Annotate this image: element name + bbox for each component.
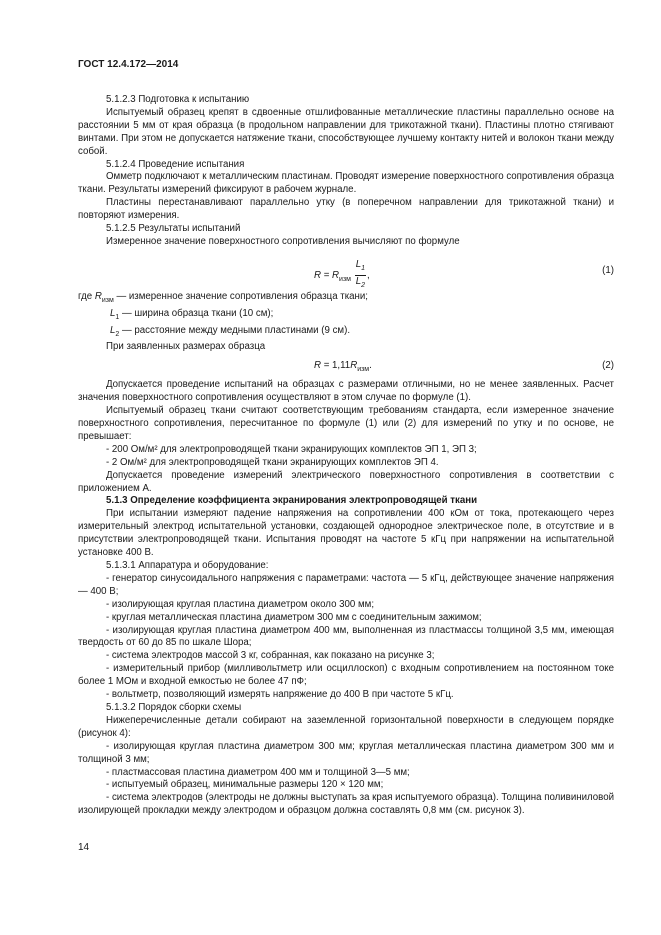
formula-legend: где $R_{изм}$ — измеренное значение сопротивления образца ткани; $L_1$ — ширина образца ткани (10 см); $L_2$ — расстояние между медными пластинами (9 см). — [78, 290, 368, 338]
list-item: - круглая металлическая пластина диаметром 300 мм с соединительным зажимом; — [106, 611, 482, 623]
section-5-1-3-2-title: 5.1.3.2 Порядок сборки схемы — [106, 701, 242, 713]
section-5-1-3-1-title: 5.1.3.1 Аппаратура и оборудование: — [106, 560, 269, 571]
paragraph: Омметр подключают к металлическим пластинам. Проводят измерение поверхностного сопротивления образца ткани. Результаты измерений фиксируют в рабочем журнале. — [78, 171, 614, 196]
paragraph: Испытуемый образец крепят в сдвоенные отшлифованные металлические пластины параллельно основе на расстоянии 5 мм от края образца (в продольном направлении для трикотажной ткани). Пластины плотно стягивают винтами. При этом не допускается натяжение ткани, способствующее лучшему контакту нитей и волокон ткани между собой. — [78, 106, 614, 157]
list-item: - пластмассовая пластина диаметром 400 мм и толщиной 3—5 мм; — [106, 766, 410, 778]
page-number: 14 — [78, 842, 90, 853]
formula-1-fraction: $\frac{L_1}{L_2}$ — [355, 258, 365, 289]
section-5-1-3-title: 5.1.3 Определение коэффициента экранирования электропроводящей ткани — [106, 495, 478, 507]
list-item: - испытуемый образец, минимальные размеры 120 × 120 мм; — [106, 779, 384, 791]
list-item: - измерительный прибор (милливольтметр или осциллоскоп) с входным сопротивлением на постоянном токе более 1 МОм и входной емкостью не более 47 пФ; — [78, 663, 614, 688]
list-item: - 2 Ом/м² для электропроводящей ткани экранирующих комплектов ЭП 4. — [106, 456, 439, 468]
section-5-1-2-3-title: 5.1.2.3 Подготовка к испытанию — [106, 94, 250, 105]
formula-1: $R = R_{изм}$ $\frac{L_1}{L_2}$ , (1) — [78, 249, 614, 289]
list-item: - система электродов массой 3 кг, собранная, как показано на рисунке 3; — [106, 650, 435, 662]
paragraph: Пластины перестанавливают параллельно утку (в поперечном направлении для трикотажной ткани) и повторяют измерения. — [78, 197, 614, 222]
paragraph: Измеренное значение поверхностного сопротивления вычисляют по формуле — [106, 235, 460, 247]
formula-2-number: (2) — [602, 360, 614, 372]
paragraph: При испытании измеряют падение напряжения на сопротивлении 400 кОм от тока, протекающего через измерительный электрод испытательной установки, создающей однородное электрическое поле, в отсутствие и в присутствии электропроводящей ткани. Испытания проводят на частоте 5 кГц при напряжении на испытательной установке 400 В. — [78, 508, 614, 559]
list-item: - вольтметр, позволяющий измерять напряжение до 400 В при частоте 5 кГц. — [106, 689, 454, 701]
paragraph: Нижеперечисленные детали собирают на заземленной горизонтальной поверхности в следующем порядке (рисунок 4): — [78, 714, 614, 739]
list-item: - система электродов (электроды не должны выступать за края испытуемого образца). Толщина поливиниловой изолирующей прокладки между электродом и образцом должна составлять 0,8 мм (см. рисунок 3). — [78, 792, 614, 817]
section-5-1-2-5-title: 5.1.2.5 Результаты испытаний — [106, 223, 241, 235]
list-item: - изолирующая круглая пластина диаметром 400 мм, выполненная из пластмассы толщиной 3,5 мм, имеющая твердость от 60 до 85 по шкале Шора; — [78, 624, 614, 649]
list-item: - 200 Ом/м² для электропроводящей ткани экранирующих комплектов ЭП 1, ЭП 3; — [106, 443, 477, 455]
paragraph: Допускается проведение измерений электрического поверхностного сопротивления в соответствии с приложением А. — [78, 469, 614, 494]
list-item: - изолирующая круглая пластина диаметром 300 мм; круглая металлическая пластина диаметром 300 мм и толщиной 3 мм; — [78, 740, 614, 765]
paragraph: Испытуемый образец ткани считают соответствующим требованиям стандарта, если измеренное значение поверхностного сопротивления, пересчитанное по формуле (1) или (2) для измерений по утку и по основе, не превышает: — [78, 405, 614, 442]
formula-1-number: (1) — [602, 264, 614, 276]
formula-2: $R = 1,11R_{изм}$. (2) — [314, 360, 614, 374]
list-item: - генератор синусоидального напряжения с параметрами: частота — 5 кГц, действующее значение напряжения — 400 В; — [78, 572, 614, 597]
paragraph: Допускается проведение испытаний на образцах с размерами отличными, но не менее заявленных. Расчет значения поверхностного сопротивления осуществляют в этом случае по формуле (1). — [78, 379, 614, 404]
paragraph: При заявленных размерах образца — [106, 341, 266, 353]
list-item: - изолирующая круглая пластина диаметром около 300 мм; — [106, 598, 375, 610]
section-5-1-2-4-title: 5.1.2.4 Проведение испытания — [106, 158, 245, 170]
document-header: ГОСТ 12.4.172—2014 — [78, 59, 179, 70]
document-body — [78, 94, 614, 818]
